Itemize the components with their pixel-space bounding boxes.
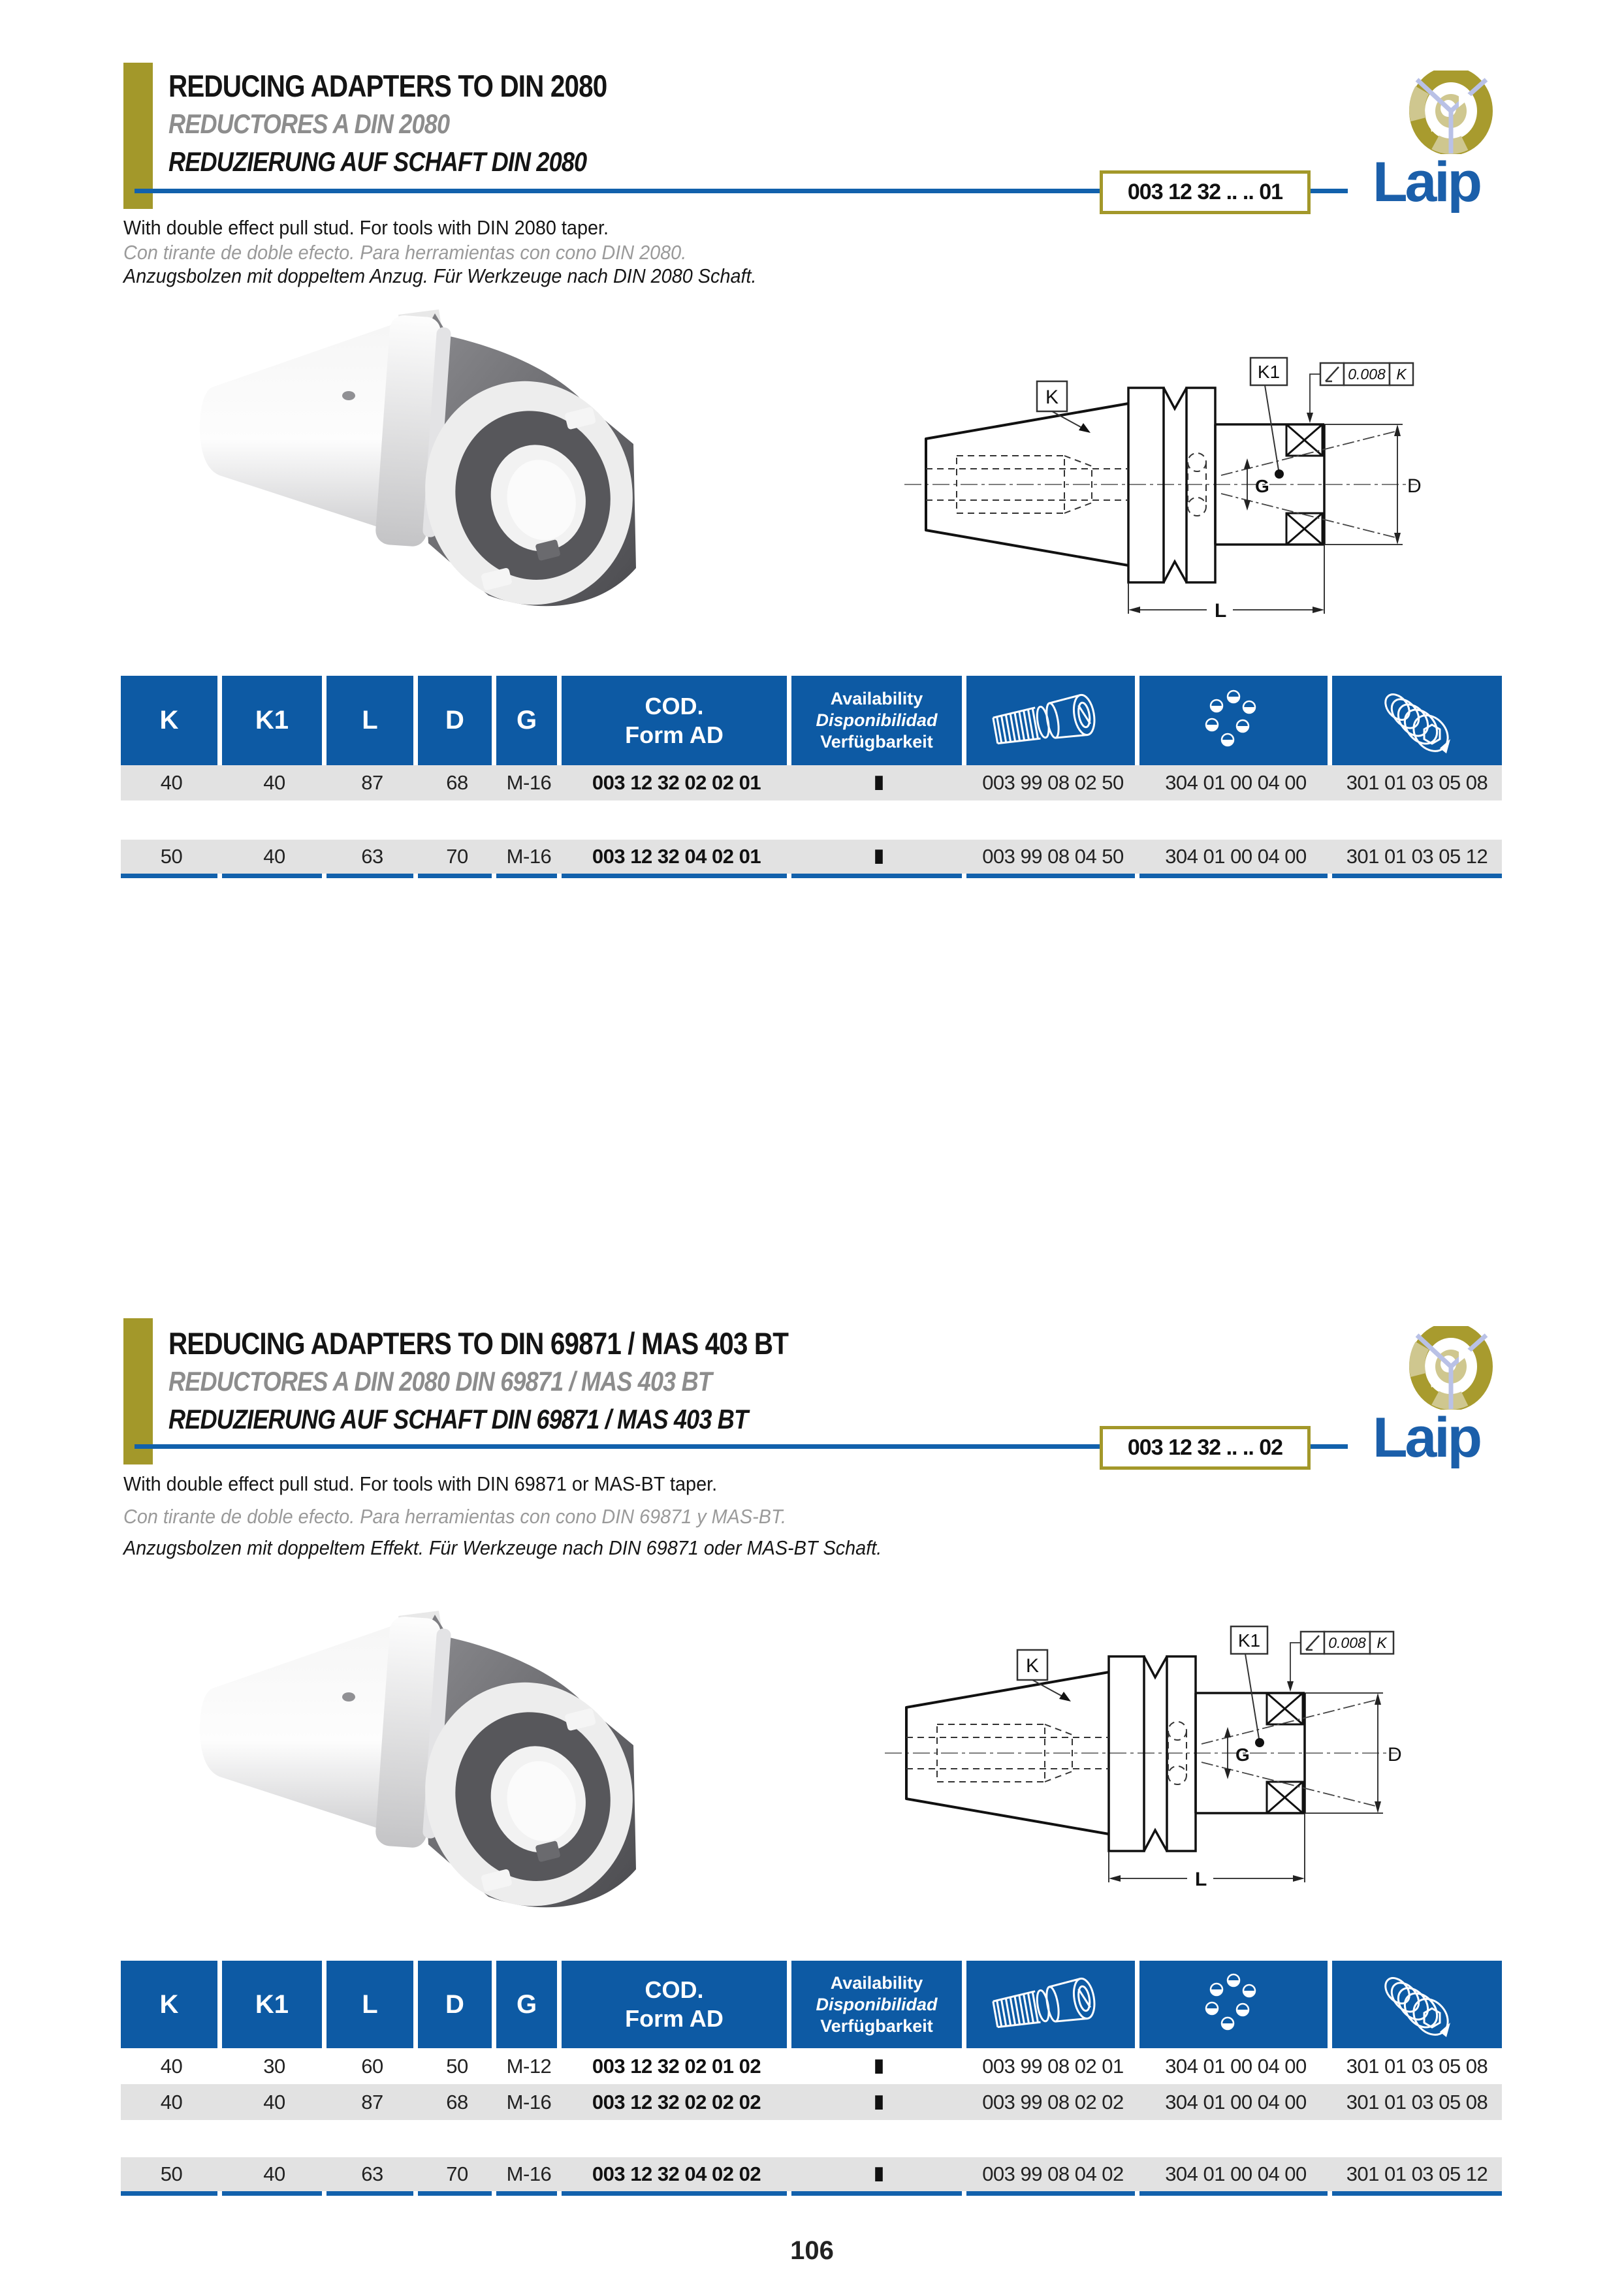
screw-code: 301 01 03 05 12 [1332, 840, 1502, 874]
col-header-d: D [418, 1961, 496, 2048]
table-cell: 70 [418, 2157, 496, 2191]
section1-desc-en: With double effect pull stud. For tools with DIN 2080 taper. [123, 216, 609, 239]
table-cell: 40 [121, 2048, 222, 2084]
laip-logo-text: Laip [1373, 1406, 1480, 1469]
table-cell: 40 [222, 2157, 326, 2191]
pull-stud-icon [985, 688, 1116, 753]
section1-code-box: 003 12 32 .. .. 01 [1100, 170, 1311, 214]
product-code: 003 12 32 02 02 01 [562, 765, 791, 800]
retaining-balls-icon [1201, 1972, 1266, 2037]
table-cell: 30 [222, 2048, 326, 2084]
products-table-1 [121, 676, 1502, 878]
table-cell: 87 [326, 765, 418, 800]
table-cell: M-16 [496, 2157, 562, 2191]
section2-desc-de: Anzugsbolzen mit doppeltem Effekt. Für Werkzeuge nach DIN 69871 oder MAS-BT Schaft. [123, 1536, 882, 1559]
section1-title-de: REDUZIERUNG AUF SCHAFT DIN 2080 [168, 146, 587, 177]
section2-desc-en: With double effect pull stud. For tools with DIN 69871 or MAS-BT taper. [123, 1472, 718, 1495]
label-k1: K1 [1237, 1630, 1261, 1651]
pull-stud-code: 003 99 08 02 02 [966, 2084, 1139, 2120]
label-g: G [1255, 476, 1269, 496]
label-g: G [1235, 1745, 1250, 1765]
table-cell: 63 [326, 2157, 418, 2191]
dim-d-label: D [1407, 475, 1422, 497]
col-header-balls [1139, 1961, 1332, 2048]
section2-code-box: 003 12 32 .. .. 02 [1100, 1426, 1311, 1470]
col-header-k: K [121, 676, 222, 765]
pull-stud-code: 003 99 08 02 50 [966, 765, 1139, 800]
balls-code: 304 01 00 04 00 [1139, 2157, 1332, 2191]
col-header-k: K [121, 1961, 222, 2048]
section2-desc-es: Con tirante de doble efecto. Para herramientas con cono DIN 69871 y MAS-BT. [123, 1505, 786, 1528]
col-header-set-screw [1332, 676, 1502, 765]
table-cell: 68 [418, 2084, 496, 2120]
technical-drawing [895, 340, 1430, 633]
section1-desc-de: Anzugsbolzen mit doppeltem Anzug. Für Werkzeuge nach DIN 2080 Schaft. [123, 264, 757, 287]
product-code: 003 12 32 02 02 02 [562, 2084, 791, 2120]
products-table-2 [121, 1961, 1502, 2196]
table-cell: M-16 [496, 840, 562, 874]
table-cell: M-16 [496, 2084, 562, 2120]
section2-gold-bar [123, 1318, 153, 1464]
screw-code: 301 01 03 05 08 [1332, 2048, 1502, 2084]
section1-gold-bar [123, 63, 153, 209]
screw-code: 301 01 03 05 08 [1332, 2084, 1502, 2120]
screw-code: 301 01 03 05 12 [1332, 2157, 1502, 2191]
col-header-cod: COD. Form AD [562, 676, 791, 765]
col-header-g: G [496, 676, 562, 765]
product-photo [176, 307, 679, 620]
product-photo [176, 1608, 679, 1922]
set-screw-icon [1378, 1969, 1456, 2040]
balls-code: 304 01 00 04 00 [1139, 2048, 1332, 2084]
section1-title-en: REDUCING ADAPTERS TO DIN 2080 [168, 69, 607, 103]
set-screw-icon [1378, 685, 1456, 757]
table-cell: 50 [418, 2048, 496, 2084]
col-header-l: L [326, 1961, 418, 2048]
col-header-k1: K1 [222, 1961, 326, 2048]
pull-stud-icon [985, 1972, 1116, 2037]
pull-stud-code: 003 99 08 04 02 [966, 2157, 1139, 2191]
col-header-set-screw [1332, 1961, 1502, 2048]
table-cell: 40 [121, 2084, 222, 2120]
col-header-availability: Availability Disponibilidad Verfügbarkeit [791, 676, 966, 765]
col-header-pull-stud [966, 1961, 1139, 2048]
table-cell: 40 [121, 765, 222, 800]
tolerance-ref: K [1396, 366, 1407, 383]
tolerance-value: 0.008 [1328, 1634, 1366, 1651]
availability-indicator: ■ [791, 840, 966, 874]
col-header-k1: K1 [222, 676, 326, 765]
table-spacer-row [121, 800, 1502, 840]
table-cell: 70 [418, 840, 496, 874]
product-code: 003 12 32 04 02 02 [562, 2157, 791, 2191]
balls-code: 304 01 00 04 00 [1139, 765, 1332, 800]
col-header-pull-stud [966, 676, 1139, 765]
availability-indicator: ■ [791, 2084, 966, 2120]
section2-title-en: REDUCING ADAPTERS TO DIN 69871 / MAS 403 BT [168, 1326, 789, 1361]
table-cell: 87 [326, 2084, 418, 2120]
table-cell: 40 [222, 2084, 326, 2120]
product-code: 003 12 32 02 01 02 [562, 2048, 791, 2084]
laip-logo-text: Laip [1373, 151, 1480, 214]
section1-desc-es: Con tirante de doble efecto. Para herramientas con cono DIN 2080. [123, 241, 687, 264]
table-cell: M-12 [496, 2048, 562, 2084]
laip-logo-emblem [1409, 71, 1495, 154]
dim-d-label: D [1388, 1744, 1402, 1765]
table-cell: 68 [418, 765, 496, 800]
pull-stud-code: 003 99 08 04 50 [966, 840, 1139, 874]
label-k: K [1025, 1655, 1040, 1677]
col-header-d: D [418, 676, 496, 765]
table-cell: M-16 [496, 765, 562, 800]
col-header-cod: COD. Form AD [562, 1961, 791, 2048]
table-cell: 50 [121, 2157, 222, 2191]
pull-stud-code: 003 99 08 02 01 [966, 2048, 1139, 2084]
label-k1: K1 [1257, 362, 1281, 382]
availability-indicator: ■ [791, 2157, 966, 2191]
screw-code: 301 01 03 05 08 [1332, 765, 1502, 800]
table-cell: 63 [326, 840, 418, 874]
tolerance-value: 0.008 [1348, 366, 1386, 383]
col-header-availability: Availability Disponibilidad Verfügbarkeit [791, 1961, 966, 2048]
table-spacer-row [121, 2120, 1502, 2157]
section2-title-de: REDUZIERUNG AUF SCHAFT DIN 69871 / MAS 403 BT [168, 1404, 748, 1434]
col-header-balls [1139, 676, 1332, 765]
table-cell: 50 [121, 840, 222, 874]
section2-title-es: REDUCTORES A DIN 2080 DIN 69871 / MAS 403 BT [168, 1366, 712, 1397]
dim-l-label: L [1215, 600, 1227, 622]
tolerance-ref: K [1377, 1634, 1387, 1651]
col-header-g: G [496, 1961, 562, 2048]
retaining-balls-icon [1201, 688, 1266, 753]
technical-drawing [875, 1608, 1410, 1902]
table-cell: 40 [222, 765, 326, 800]
table-cell: 60 [326, 2048, 418, 2084]
table-cell: 40 [222, 840, 326, 874]
section1-title-es: REDUCTORES A DIN 2080 [168, 108, 450, 139]
product-code: 003 12 32 04 02 01 [562, 840, 791, 874]
col-header-l: L [326, 676, 418, 765]
balls-code: 304 01 00 04 00 [1139, 840, 1332, 874]
label-k: K [1045, 387, 1059, 408]
availability-indicator: ■ [791, 2048, 966, 2084]
balls-code: 304 01 00 04 00 [1139, 2084, 1332, 2120]
laip-logo-emblem [1409, 1326, 1495, 1410]
page-number: 106 [790, 2236, 834, 2265]
dim-l-label: L [1195, 1869, 1207, 1890]
availability-indicator: ■ [791, 765, 966, 800]
